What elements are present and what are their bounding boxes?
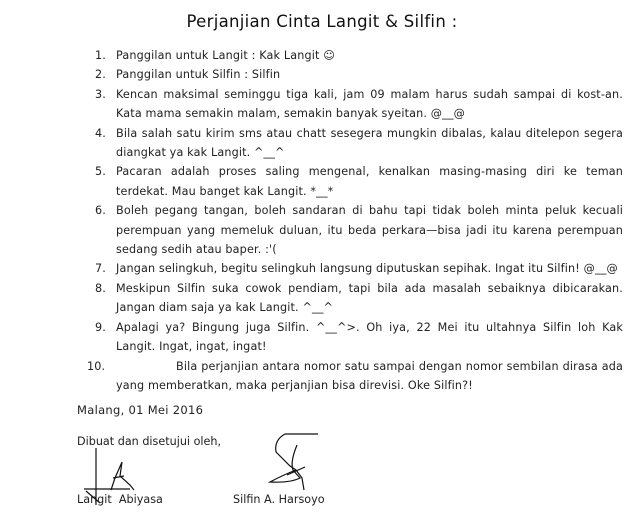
item-text: Pacaran adalah proses saling mengenal, kenalkan masing-masing diri ke teman terdekat. Mau banget kak Langit. *__*: [116, 165, 623, 198]
item-number: 7.: [95, 262, 106, 276]
item-number: 9.: [95, 320, 106, 334]
place-date: Malang, 01 Mei 2016: [77, 403, 204, 417]
item-number: 10.: [87, 359, 106, 373]
item-number: 3.: [95, 87, 106, 101]
made-by-label: Dibuat dan disetujui oleh,: [77, 435, 222, 448]
item-text: Bila salah satu kirim sms atau chatt sesegera mungkin dibalas, kalau ditelepon segera diangkat ya kak Langit. ^__^: [116, 126, 623, 160]
signatory-name-silfin: Silfin A. Harsoyo: [233, 493, 325, 506]
item-text: Meskipun Silfin suka cowok pendiam, tapi bila ada masalah sebaiknya dibicarakan. Jangan diam saja ya kak Langit. ^__^: [116, 281, 623, 315]
item-number: 6.: [95, 204, 106, 218]
item-number: 2.: [95, 68, 106, 82]
item-text: Panggilan untuk Langit : Kak Langit ☺: [116, 49, 336, 62]
item-number: 8.: [95, 281, 106, 295]
item-number: 4.: [95, 126, 106, 140]
item-text: Kencan maksimal seminggu tiga kali, jam 09 malam harus sudah sampai di kost-an. Kata mama semakin malam, semakin banyak syeitan. @__@: [116, 87, 623, 121]
item-number: 1.: [95, 49, 106, 62]
item-text: Panggilan untuk Silfin : Silfin: [116, 68, 281, 82]
item-number: 5.: [95, 165, 106, 179]
document-title: Perjanjian Cinta Langit & Silfin :: [186, 12, 458, 31]
signatory-name-langit: Langit Abiyasa: [77, 493, 163, 506]
item-text: Boleh pegang tangan, boleh sandaran di bahu tapi tidak boleh minta peluk kecuali perempuan yang memeluk duluan, itu beda perkara—bisa jadi itu karena perempuan sedang sedih atau baper. :'(: [116, 204, 623, 257]
item-text: Bila perjanjian antara nomor satu sampai dengan nomor sembilan dirasa ada yang memberatkan, maka perjanjian bisa direvisi. Oke Silfin?!: [116, 359, 623, 392]
item-text: Jangan selingkuh, begitu selingkuh langsung diputuskan sepihak. Ingat itu Silfin! @__@: [116, 262, 618, 276]
item-text: Apalagi ya? Bingung juga Silfin. ^__^>. Oh iya, 22 Mei itu ultahnya Silfin loh Kak Langit. Ingat, ingat, ingat!: [116, 320, 623, 354]
signature-silfin: [270, 434, 318, 490]
